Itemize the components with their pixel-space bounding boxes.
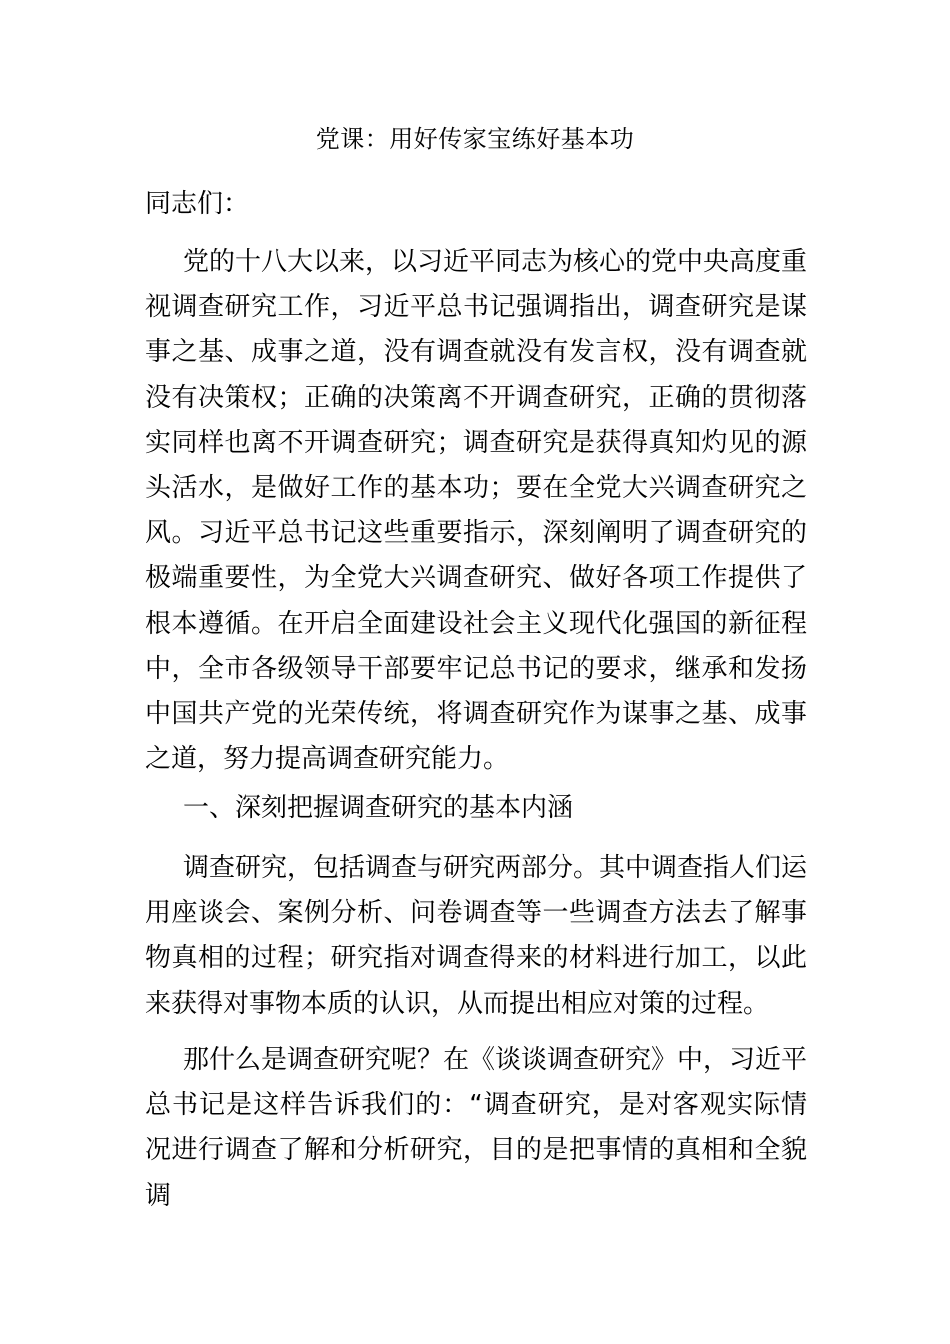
paragraph-definition (145, 846, 807, 1027)
paragraph-intro (145, 240, 807, 782)
salutation-text: 同志们： (145, 189, 250, 219)
paragraph-intro-text: 党的十八大以来，以习近平同志为核心的党中央高度重视调查研究工作，习近平总书记强调指出，调查研究是谋事之基、成事之道，没有调查就没有发言权，没有调查就没有决策权；正确的决策离不开调查研究，正确的贯彻落实同样也离不开调查研究；调查研究是获得真知灼见的源头活水，是做好工作的基本功；要在全党大兴调查研究之风。习近平总书记这些重要指示，深刻阐明了调查研究的极端重要性，为全党大兴调查研究、做好各项工作提供了根本遵循。在开启全面建设社会主义现代化强国的新征程中，全市各级领导干部要牢记总书记的要求，继承和发扬中国共产党的光荣传统，将调查研究作为谋事之基、成事之道，努力提高调查研究能力。 (145, 247, 808, 775)
salutation (145, 182, 807, 227)
section-heading (145, 786, 807, 831)
paragraph-quote (145, 1038, 807, 1219)
section-heading-text: 一、深刻把握调查研究的基本内涵 (183, 793, 574, 823)
paragraph-definition-text: 调查研究，包括调查与研究两部分。其中调查指人们运用座谈会、案例分析、问卷调查等一些调查方法去了解事物真相的过程；研究指对调查得来的材料进行加工，以此来获得对事物本质的认识，从而提出相应对策的过程。 (145, 853, 808, 1019)
document-title: 党课：用好传家宝练好基本功 (315, 125, 635, 153)
paragraph-quote-text: 那什么是调查研究呢？在《谈谈调查研究》中，习近平总书记是这样告诉我们的：“调查研究，是对客观实际情况进行调查了解和分析研究，目的是把事情的真相和全貌调 (145, 1045, 808, 1211)
